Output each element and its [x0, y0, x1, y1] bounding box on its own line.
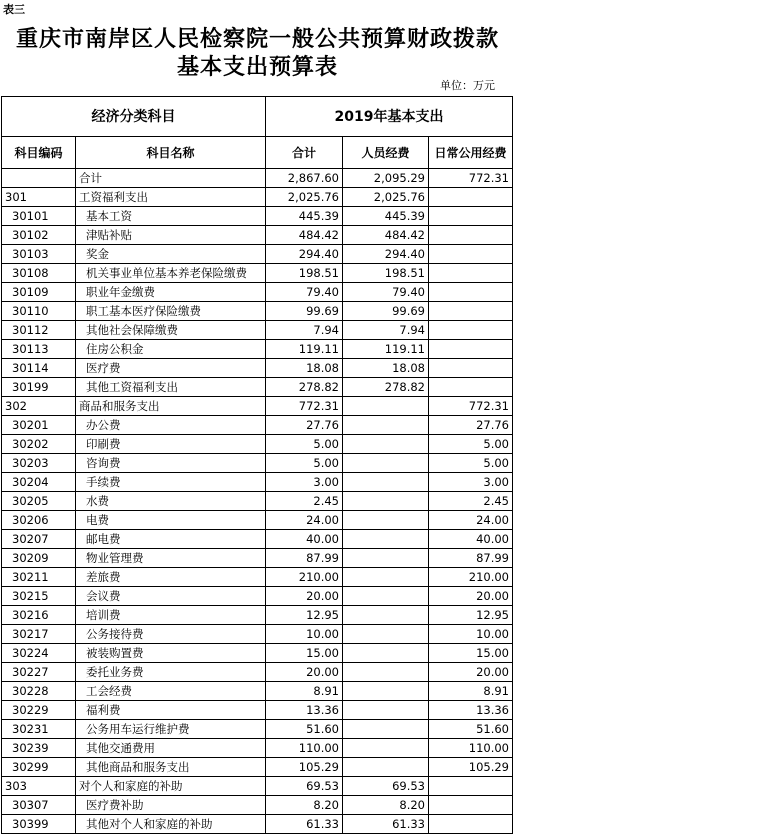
- row-code: 30207: [2, 530, 76, 549]
- row-public: [429, 245, 513, 264]
- row-name: 其他对个人和家庭的补助: [76, 815, 266, 834]
- table-row: [2, 701, 513, 720]
- row-total: 12.95: [266, 606, 343, 625]
- row-public: 110.00: [429, 739, 513, 758]
- row-total: 27.76: [266, 416, 343, 435]
- document-title-line-2: 基本支出预算表: [176, 54, 338, 80]
- row-code: 30228: [2, 682, 76, 701]
- table-row: [2, 226, 513, 245]
- table-row: [2, 758, 513, 777]
- table-row: [2, 188, 513, 207]
- budget-table: [1, 96, 513, 834]
- column-header-public: 日常公用经费: [429, 137, 513, 169]
- row-personnel: 61.33: [343, 815, 429, 834]
- row-code: 30231: [2, 720, 76, 739]
- row-name: 住房公积金: [76, 340, 266, 359]
- row-personnel: 119.11: [343, 340, 429, 359]
- economic-classification-header: 经济分类科目: [2, 97, 266, 137]
- row-total: 18.08: [266, 359, 343, 378]
- row-name: 物业管理费: [76, 549, 266, 568]
- column-header-code: 科目编码: [2, 137, 76, 169]
- row-code: 30206: [2, 511, 76, 530]
- table-row: [2, 796, 513, 815]
- row-code: 30209: [2, 549, 76, 568]
- row-personnel: [343, 625, 429, 644]
- row-public: 2.45: [429, 492, 513, 511]
- row-code: 30112: [2, 321, 76, 340]
- row-public: 51.60: [429, 720, 513, 739]
- row-total: 10.00: [266, 625, 343, 644]
- row-name: 咨询费: [76, 454, 266, 473]
- table-row: [2, 587, 513, 606]
- basic-expenditure-header: 2019年基本支出: [266, 97, 513, 137]
- row-public: [429, 188, 513, 207]
- row-public: 13.36: [429, 701, 513, 720]
- row-name: 机关事业单位基本养老保险缴费: [76, 264, 266, 283]
- column-header-row: [2, 137, 513, 169]
- table-row: [2, 815, 513, 834]
- row-public: [429, 302, 513, 321]
- row-total: 24.00: [266, 511, 343, 530]
- row-public: 10.00: [429, 625, 513, 644]
- row-personnel: [343, 549, 429, 568]
- row-code: 30204: [2, 473, 76, 492]
- table-row: [2, 720, 513, 739]
- row-name: 邮电费: [76, 530, 266, 549]
- table-row: [2, 625, 513, 644]
- row-name: 福利费: [76, 701, 266, 720]
- row-total: 2,025.76: [266, 188, 343, 207]
- row-name: 合计: [76, 169, 266, 188]
- row-personnel: 69.53: [343, 777, 429, 796]
- row-name: 对个人和家庭的补助: [76, 777, 266, 796]
- row-total: 5.00: [266, 435, 343, 454]
- row-total: 3.00: [266, 473, 343, 492]
- row-total: 8.91: [266, 682, 343, 701]
- row-personnel: [343, 397, 429, 416]
- group-header-row: [2, 97, 513, 137]
- row-total: 105.29: [266, 758, 343, 777]
- row-public: [429, 378, 513, 397]
- row-public: 210.00: [429, 568, 513, 587]
- row-personnel: 198.51: [343, 264, 429, 283]
- row-public: 12.95: [429, 606, 513, 625]
- row-total: 79.40: [266, 283, 343, 302]
- row-total: 20.00: [266, 663, 343, 682]
- row-name: 其他工资福利支出: [76, 378, 266, 397]
- row-personnel: 2,025.76: [343, 188, 429, 207]
- table-row: [2, 245, 513, 264]
- row-name: 会议费: [76, 587, 266, 606]
- row-code: [2, 169, 76, 188]
- row-code: 30239: [2, 739, 76, 758]
- row-public: 20.00: [429, 663, 513, 682]
- table-row: [2, 568, 513, 587]
- row-personnel: [343, 416, 429, 435]
- row-name: 电费: [76, 511, 266, 530]
- row-public: 5.00: [429, 435, 513, 454]
- table-row: [2, 682, 513, 701]
- row-name: 医疗费补助: [76, 796, 266, 815]
- table-row: [2, 302, 513, 321]
- row-name: 公务用车运行维护费: [76, 720, 266, 739]
- table-row: [2, 473, 513, 492]
- row-total: 51.60: [266, 720, 343, 739]
- row-total: 110.00: [266, 739, 343, 758]
- row-total: 15.00: [266, 644, 343, 663]
- document-title-line-1: 重庆市南岸区人民检察院一般公共预算财政拨款: [15, 26, 499, 52]
- row-personnel: 484.42: [343, 226, 429, 245]
- row-public: [429, 777, 513, 796]
- row-total: 484.42: [266, 226, 343, 245]
- row-personnel: [343, 644, 429, 663]
- row-personnel: [343, 701, 429, 720]
- column-header-personnel: 人员经费: [343, 137, 429, 169]
- row-personnel: 7.94: [343, 321, 429, 340]
- row-code: 30211: [2, 568, 76, 587]
- row-name: 委托业务费: [76, 663, 266, 682]
- row-personnel: [343, 435, 429, 454]
- row-personnel: [343, 720, 429, 739]
- table-row: [2, 777, 513, 796]
- row-personnel: [343, 606, 429, 625]
- row-name: 培训费: [76, 606, 266, 625]
- row-personnel: 99.69: [343, 302, 429, 321]
- table-row: [2, 321, 513, 340]
- row-code: 30205: [2, 492, 76, 511]
- row-public: 24.00: [429, 511, 513, 530]
- row-total: 8.20: [266, 796, 343, 815]
- table-row: [2, 739, 513, 758]
- row-personnel: 2,095.29: [343, 169, 429, 188]
- row-total: 772.31: [266, 397, 343, 416]
- row-public: [429, 815, 513, 834]
- row-public: 3.00: [429, 473, 513, 492]
- table-row: [2, 511, 513, 530]
- row-total: 294.40: [266, 245, 343, 264]
- row-name: 手续费: [76, 473, 266, 492]
- row-total: 13.36: [266, 701, 343, 720]
- row-personnel: [343, 758, 429, 777]
- row-name: 被装购置费: [76, 644, 266, 663]
- row-total: 445.39: [266, 207, 343, 226]
- row-personnel: [343, 739, 429, 758]
- row-name: 差旅费: [76, 568, 266, 587]
- row-personnel: [343, 454, 429, 473]
- row-name: 工会经费: [76, 682, 266, 701]
- table-row: [2, 283, 513, 302]
- table-number-label: 表三: [3, 3, 25, 16]
- row-name: 水费: [76, 492, 266, 511]
- row-name: 公务接待费: [76, 625, 266, 644]
- row-public: [429, 264, 513, 283]
- row-public: 8.91: [429, 682, 513, 701]
- row-name: 医疗费: [76, 359, 266, 378]
- row-total: 210.00: [266, 568, 343, 587]
- row-code: 301: [2, 188, 76, 207]
- row-total: 20.00: [266, 587, 343, 606]
- row-public: 40.00: [429, 530, 513, 549]
- row-name: 商品和服务支出: [76, 397, 266, 416]
- table-row: [2, 549, 513, 568]
- row-code: 30109: [2, 283, 76, 302]
- row-public: [429, 321, 513, 340]
- row-total: 5.00: [266, 454, 343, 473]
- row-name: 其他社会保障缴费: [76, 321, 266, 340]
- row-personnel: [343, 511, 429, 530]
- row-personnel: 445.39: [343, 207, 429, 226]
- row-code: 303: [2, 777, 76, 796]
- row-code: 30227: [2, 663, 76, 682]
- row-public: 87.99: [429, 549, 513, 568]
- table-row: [2, 264, 513, 283]
- row-code: 30110: [2, 302, 76, 321]
- row-personnel: 294.40: [343, 245, 429, 264]
- row-code: 30215: [2, 587, 76, 606]
- row-public: [429, 340, 513, 359]
- row-name: 基本工资: [76, 207, 266, 226]
- row-personnel: [343, 492, 429, 511]
- column-header-total: 合计: [266, 137, 343, 169]
- column-header-name: 科目名称: [76, 137, 266, 169]
- row-public: 772.31: [429, 169, 513, 188]
- row-name: 其他交通费用: [76, 739, 266, 758]
- row-public: 5.00: [429, 454, 513, 473]
- row-public: 105.29: [429, 758, 513, 777]
- row-total: 2,867.60: [266, 169, 343, 188]
- row-personnel: [343, 568, 429, 587]
- unit-label: 单位：万元: [440, 79, 495, 92]
- row-total: 7.94: [266, 321, 343, 340]
- row-public: 772.31: [429, 397, 513, 416]
- table-row: [2, 663, 513, 682]
- row-total: 119.11: [266, 340, 343, 359]
- row-total: 198.51: [266, 264, 343, 283]
- table-row: [2, 606, 513, 625]
- row-name: 其他商品和服务支出: [76, 758, 266, 777]
- table-row: [2, 435, 513, 454]
- table-row: [2, 207, 513, 226]
- row-public: 27.76: [429, 416, 513, 435]
- table-row: [2, 340, 513, 359]
- table-row: [2, 644, 513, 663]
- table-row: [2, 492, 513, 511]
- row-code: 30224: [2, 644, 76, 663]
- row-code: 30113: [2, 340, 76, 359]
- row-name: 印刷费: [76, 435, 266, 454]
- row-personnel: 8.20: [343, 796, 429, 815]
- table-row: [2, 378, 513, 397]
- row-personnel: [343, 587, 429, 606]
- row-personnel: 18.08: [343, 359, 429, 378]
- row-code: 30114: [2, 359, 76, 378]
- row-personnel: [343, 473, 429, 492]
- row-total: 69.53: [266, 777, 343, 796]
- row-name: 职工基本医疗保险缴费: [76, 302, 266, 321]
- table-row: [2, 454, 513, 473]
- table-row: [2, 416, 513, 435]
- table-row: [2, 359, 513, 378]
- row-name: 津贴补贴: [76, 226, 266, 245]
- row-name: 办公费: [76, 416, 266, 435]
- row-code: 30229: [2, 701, 76, 720]
- row-personnel: [343, 682, 429, 701]
- row-public: [429, 226, 513, 245]
- row-total: 40.00: [266, 530, 343, 549]
- row-code: 30108: [2, 264, 76, 283]
- row-code: 30203: [2, 454, 76, 473]
- row-code: 30307: [2, 796, 76, 815]
- row-personnel: 278.82: [343, 378, 429, 397]
- row-code: 30216: [2, 606, 76, 625]
- row-personnel: [343, 530, 429, 549]
- row-name: 工资福利支出: [76, 188, 266, 207]
- table-row: [2, 169, 513, 188]
- row-public: [429, 796, 513, 815]
- row-public: 15.00: [429, 644, 513, 663]
- row-code: 30299: [2, 758, 76, 777]
- row-code: 30103: [2, 245, 76, 264]
- row-public: [429, 283, 513, 302]
- row-total: 2.45: [266, 492, 343, 511]
- row-name: 奖金: [76, 245, 266, 264]
- row-public: [429, 359, 513, 378]
- row-code: 30101: [2, 207, 76, 226]
- row-code: 302: [2, 397, 76, 416]
- row-public: 20.00: [429, 587, 513, 606]
- row-code: 30199: [2, 378, 76, 397]
- row-personnel: [343, 663, 429, 682]
- table-row: [2, 397, 513, 416]
- row-code: 30217: [2, 625, 76, 644]
- row-total: 87.99: [266, 549, 343, 568]
- row-total: 99.69: [266, 302, 343, 321]
- row-total: 278.82: [266, 378, 343, 397]
- table-row: [2, 530, 513, 549]
- row-total: 61.33: [266, 815, 343, 834]
- row-code: 30202: [2, 435, 76, 454]
- row-public: [429, 207, 513, 226]
- row-personnel: 79.40: [343, 283, 429, 302]
- row-code: 30102: [2, 226, 76, 245]
- row-code: 30399: [2, 815, 76, 834]
- row-code: 30201: [2, 416, 76, 435]
- row-name: 职业年金缴费: [76, 283, 266, 302]
